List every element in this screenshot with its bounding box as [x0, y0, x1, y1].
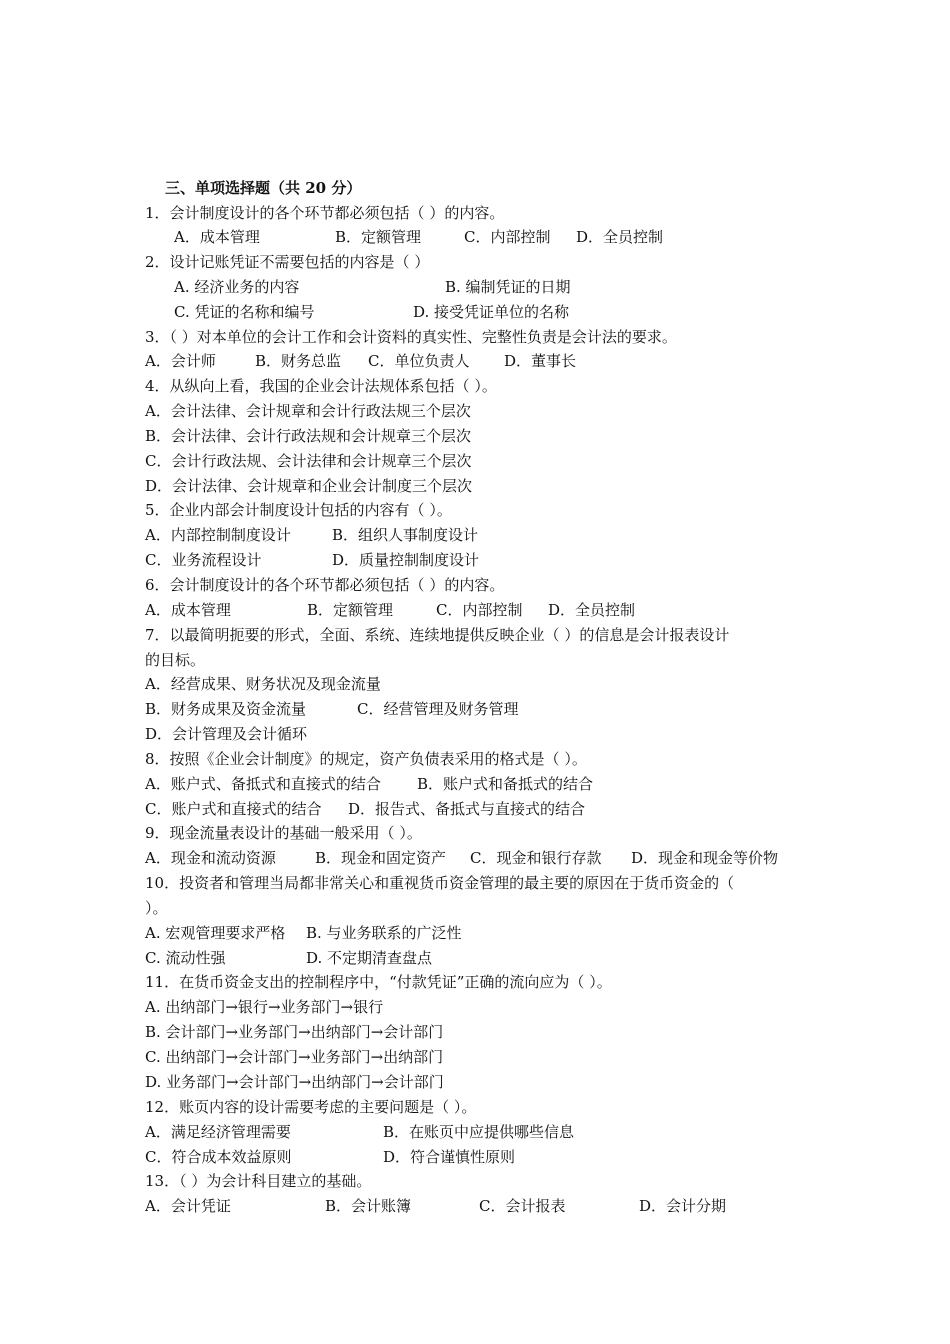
option-c: C. 凭证的名称和编号: [174, 303, 315, 321]
option-c: C．内部控制: [464, 228, 551, 246]
option-c: C．业务流程设计: [145, 551, 262, 569]
option-a: A．内部控制制度设计: [145, 526, 291, 544]
option-c: C．会计报表: [479, 1197, 566, 1215]
option-b: B．会计账簿: [325, 1197, 412, 1215]
question-3-stem: 3．（ ）对本单位的会计工作和会计资料的真实性、完整性负责是会计法的要求。: [145, 328, 677, 346]
question-5-stem: 5．企业内部会计制度设计包括的内容有（ ）。: [145, 501, 452, 519]
option-d: D．符合谨慎性原则: [383, 1148, 516, 1166]
question-2-stem: 2．设计记账凭证不需要包括的内容是（ ）: [145, 253, 430, 271]
option-c: C. 流动性强: [145, 949, 226, 967]
question-10-stem-continued: ）。: [145, 899, 168, 917]
option-c: C．内部控制: [436, 601, 523, 619]
option-a: A．满足经济管理需要: [145, 1123, 291, 1141]
section-heading: 三、单项选择题（共 20 分）: [165, 179, 362, 197]
question-8-stem: 8．按照《企业会计制度》的规定，资产负债表采用的格式是（ ）。: [145, 750, 587, 768]
question-11-option-c: C. 出纳部门→会计部门→业务部门→出纳部门: [145, 1048, 444, 1066]
question-7-option-a: A．经营成果、财务状况及现金流量: [145, 675, 381, 693]
option-a: A．成本管理: [174, 228, 260, 246]
question-12-options-row2: [0, 1145, 950, 1169]
option-d: D．报告式、备抵式与直接式的结合: [348, 800, 586, 818]
question-4-option-b: B．会计法律、会计行政法规和会计规章三个层次: [145, 427, 472, 445]
question-10-stem: 10．投资者和管理当局都非常关心和重视货币资金管理的最主要的原因在于货币资金的（: [145, 874, 735, 892]
option-d: D．全员控制: [548, 601, 636, 619]
option-d: D．质量控制制度设计: [332, 551, 480, 569]
option-b: B．财务总监: [255, 352, 342, 370]
option-a: A．成本管理: [145, 601, 231, 619]
option-b: B．组织人事制度设计: [332, 526, 479, 544]
option-c: C．单位负责人: [368, 352, 470, 370]
option-b: B．定额管理: [335, 228, 422, 246]
question-11-option-a: A. 出纳部门→银行→业务部门→银行: [145, 998, 384, 1016]
option-c: C．账户式和直接式的结合: [145, 800, 322, 818]
option-a: A. 宏观管理要求严格: [145, 924, 286, 942]
option-b: B．财务成果及资金流量: [145, 700, 307, 718]
question-1-options: [0, 225, 950, 249]
question-11-option-b: B. 会计部门→业务部门→出纳部门→会计部门: [145, 1023, 444, 1041]
question-13-stem: 13．（ ）为会计科目建立的基础。: [145, 1172, 372, 1190]
option-b: B．账户式和备抵式的结合: [417, 775, 594, 793]
question-10-options-row2: [0, 946, 950, 970]
question-3-options: [0, 349, 950, 373]
option-b: B. 编制凭证的日期: [445, 278, 571, 296]
question-7-option-d: D．会计管理及会计循环: [145, 725, 308, 743]
question-7-stem: 7．以最简明扼要的形式，全面、系统、连续地提供反映企业（ ）的信息是会计报表设计: [145, 626, 730, 644]
question-7-stem-continued: 的目标。: [145, 651, 206, 669]
question-12-options-row1: [0, 1120, 950, 1144]
question-5-options-row1: [0, 523, 950, 547]
option-d: D．董事长: [504, 352, 577, 370]
question-13-options: [0, 1194, 950, 1218]
question-8-options-row2: [0, 797, 950, 821]
option-b: B．定额管理: [307, 601, 394, 619]
option-a: A．会计凭证: [145, 1197, 231, 1215]
option-a: A．会计师: [145, 352, 216, 370]
question-5-options-row2: [0, 548, 950, 572]
question-2-options-row2: [0, 300, 950, 324]
question-4-option-a: A．会计法律、会计规章和会计行政法规三个层次: [145, 402, 471, 420]
option-c: C．现金和银行存款: [470, 849, 602, 867]
option-d: D．现金和现金等价物: [631, 849, 779, 867]
question-6-options: [0, 598, 950, 622]
option-c: C．符合成本效益原则: [145, 1148, 292, 1166]
question-9-options: [0, 846, 950, 870]
option-d: D. 接受凭证单位的名称: [413, 303, 570, 321]
option-b: B．现金和固定资产: [315, 849, 447, 867]
question-11-option-d: D. 业务部门→会计部门→出纳部门→会计部门: [145, 1073, 444, 1091]
question-9-stem: 9．现金流量表设计的基础一般采用（ ）。: [145, 824, 422, 842]
question-11-stem: 11．在货币资金支出的控制程序中，“付款凭证”正确的流向应为（ ）。: [145, 973, 612, 991]
question-6-stem: 6．会计制度设计的各个环节都必须包括（ ）的内容。: [145, 576, 505, 594]
option-a: A. 经济业务的内容: [174, 278, 300, 296]
question-10-options-row1: [0, 921, 950, 945]
question-4-stem: 4．从纵向上看，我国的企业会计法规体系包括（ ）。: [145, 377, 497, 395]
option-d: D．全员控制: [576, 228, 664, 246]
option-a: A．现金和流动资源: [145, 849, 276, 867]
question-4-option-c: C．会计行政法规、会计法律和会计规章三个层次: [145, 452, 472, 470]
question-12-stem: 12．账页内容的设计需要考虑的主要问题是（ ）。: [145, 1098, 477, 1116]
option-a: A．账户式、备抵式和直接式的结合: [145, 775, 381, 793]
question-7-options-row2: [0, 697, 950, 721]
option-c: C．经营管理及财务管理: [357, 700, 519, 718]
question-8-options-row1: [0, 772, 950, 796]
question-4-option-d: D．会计法律、会计规章和企业会计制度三个层次: [145, 477, 473, 495]
option-b: B．在账页中应提供哪些信息: [383, 1123, 575, 1141]
question-1-stem: 1．会计制度设计的各个环节都必须包括（ ）的内容。: [145, 204, 505, 222]
question-2-options-row1: [0, 275, 950, 299]
option-d: D．会计分期: [639, 1197, 727, 1215]
option-d: D. 不定期清查盘点: [306, 949, 433, 967]
option-b: B. 与业务联系的广泛性: [306, 924, 462, 942]
